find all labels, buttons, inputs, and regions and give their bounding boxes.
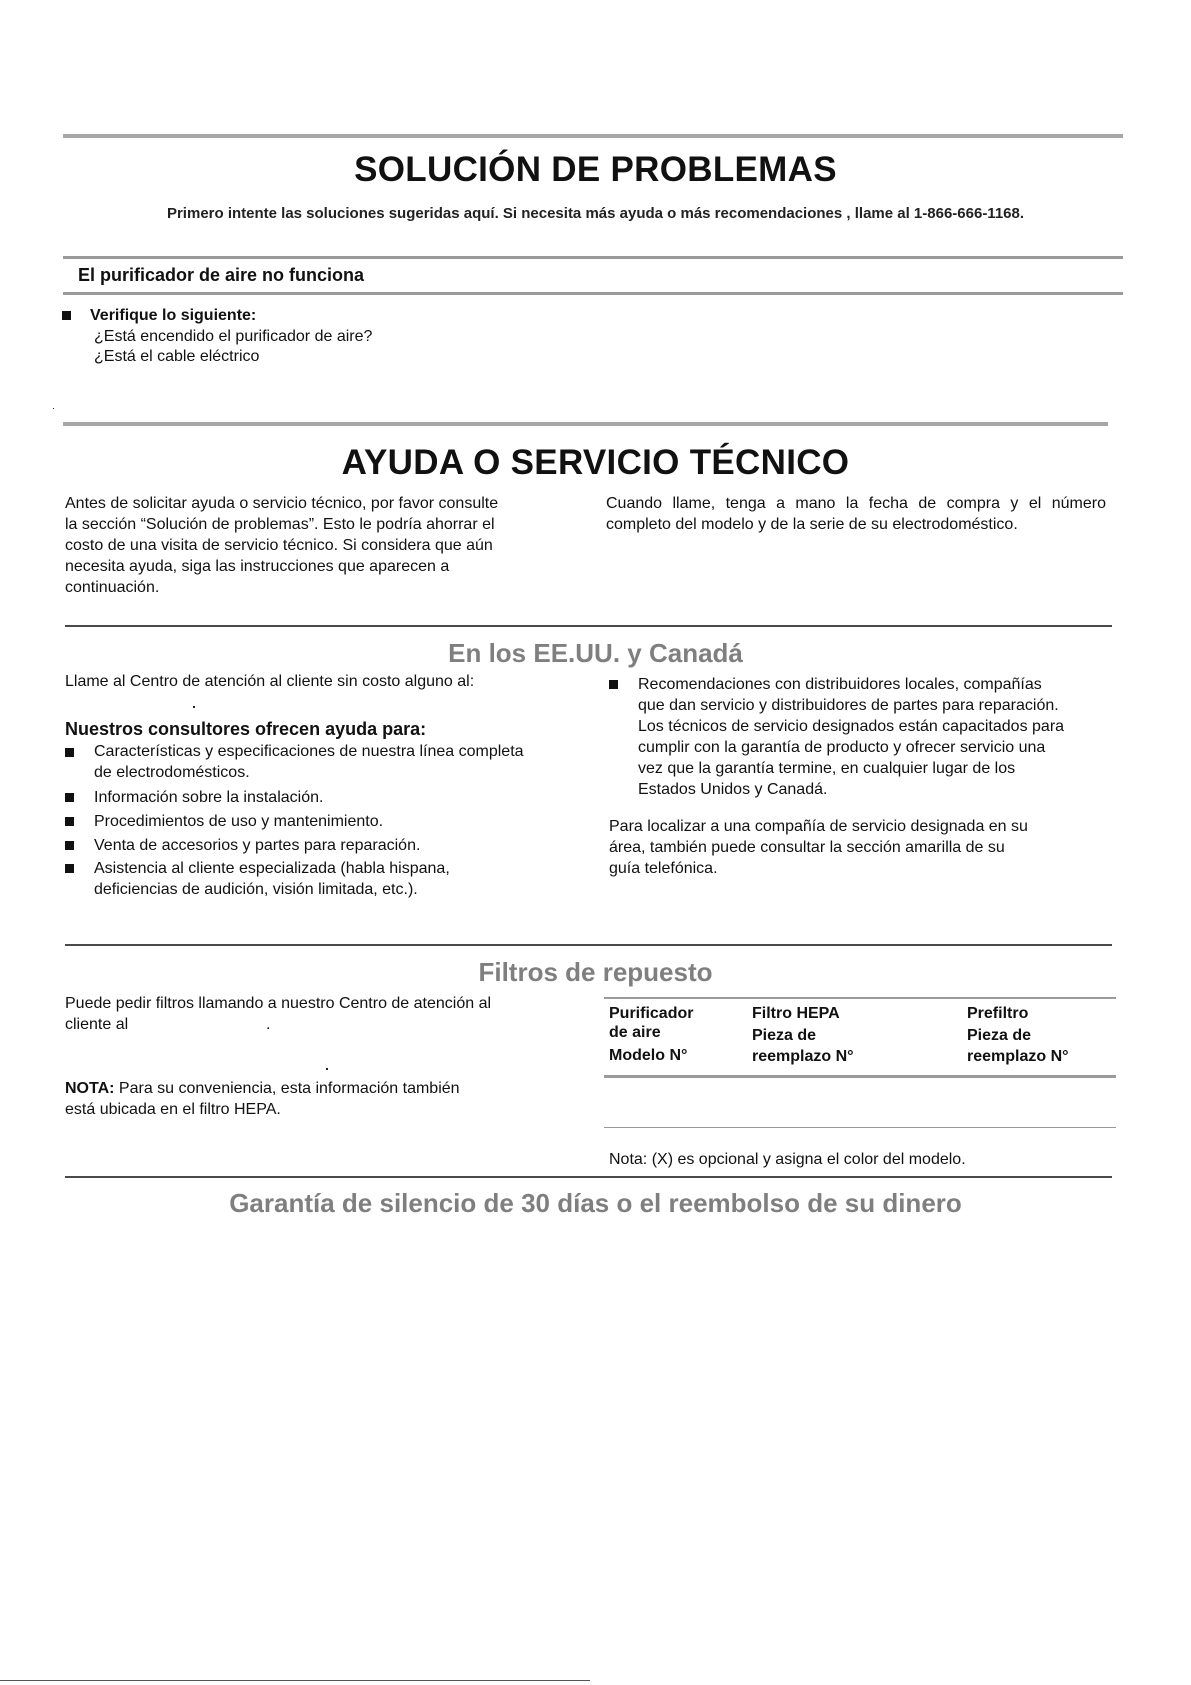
guarantee-title: Garantía de silencio de 30 días o el reembolso de su dinero: [229, 1188, 962, 1218]
recommendations-line: Estados Unidos y Canadá.: [638, 781, 828, 798]
order-period: .: [266, 1016, 271, 1033]
recommendations-line: vez que la garantía termine, en cualquier lugar de los: [638, 760, 1016, 777]
filters-rule: [65, 944, 1112, 946]
service-right-line: Cuando llame, tenga a mano la fecha de compra y el número: [606, 495, 1106, 512]
recommendations-line: Recomendaciones con distribuidores locales, compañías: [638, 676, 1042, 693]
consultant-bullet: [65, 841, 74, 850]
table-note: Nota: (X) es opcional y asigna el color del modelo.: [609, 1151, 966, 1168]
check-item: ¿Está encendido el purificador de aire?: [94, 328, 373, 345]
recommendations-line: cumplir con la garantía de producto y ofrecer servicio una: [638, 739, 1046, 756]
service-left-line: Antes de solicitar ayuda o servicio técnico, por favor consulte: [65, 495, 499, 512]
service-left-line: continuación.: [65, 579, 160, 596]
locate-line: área, también puede consultar la sección amarilla de su: [609, 839, 1005, 856]
locate-line: guía telefónica.: [609, 860, 718, 877]
consultant-bullet: [65, 817, 74, 826]
filter-note-text: Para su conveniencia, esta información también: [114, 1080, 460, 1097]
troubleshooting-title: SOLUCIÓN DE PROBLEMAS: [354, 150, 837, 189]
service-left-line: costo de una visita de servicio técnico. Si considera que aún: [65, 537, 493, 554]
check-item: ¿Está el cable eléctrico: [94, 348, 260, 365]
service-title: AYUDA O SERVICIO TÉCNICO: [341, 443, 850, 482]
table-bottom-rule: [604, 1127, 1116, 1128]
recommendations-line: que dan servicio y distribuidores de partes para reparación.: [638, 697, 1059, 714]
locate-line: Para localizar a una compañía de servicio designada en su: [609, 818, 1028, 835]
check-label: Verifique lo siguiente:: [90, 307, 257, 324]
service-rule: [63, 422, 1108, 426]
consultant-bullet: [65, 793, 74, 802]
col-header-prefilter: reemplazo N°: [967, 1048, 1069, 1065]
filters-title: Filtros de repuesto: [478, 957, 713, 987]
table-top-rule: [604, 997, 1116, 999]
col-header-hepa: Filtro HEPA: [752, 1005, 840, 1022]
col-header-hepa: Pieza de: [752, 1027, 817, 1044]
problem-rule-bottom: [63, 292, 1123, 295]
service-right-line: completo del modelo y de la serie de su electrodoméstico.: [606, 516, 1018, 533]
consultant-item: Procedimientos de uso y mantenimiento.: [94, 813, 384, 830]
col-header-prefilter: Prefiltro: [967, 1005, 1029, 1022]
recommendations-bullet: [609, 680, 618, 689]
service-left-line: necesita ayuda, siga las instrucciones que aparecen a: [65, 558, 450, 575]
consultant-item: Asistencia al cliente especializada (habla hispana,: [94, 860, 450, 877]
filter-note: [65, 1078, 460, 1099]
table-header-rule: [604, 1075, 1116, 1078]
guarantee-rule: [65, 1176, 1112, 1178]
top-rule: [63, 134, 1123, 138]
col-header-prefilter: Pieza de: [967, 1027, 1032, 1044]
us-canada-rule: [65, 625, 1112, 627]
us-canada-title: En los EE.UU. y Canadá: [448, 638, 743, 668]
consultant-item: Información sobre la instalación.: [94, 789, 324, 806]
placeholder-mark: [326, 1068, 328, 1070]
col-header-model: Purificador: [609, 1005, 694, 1022]
consultant-item: Características y especificaciones de nuestra línea completa: [94, 743, 524, 760]
filter-note-label: NOTA:: [65, 1080, 115, 1097]
phone-placeholder-mark: [193, 706, 195, 708]
col-header-model: de aire: [609, 1024, 661, 1041]
consultant-item: deficiencias de audición, visión limitada, etc.).: [94, 881, 418, 898]
order-line: Puede pedir filtros llamando a nuestro Centro de atención al: [65, 995, 492, 1012]
bottom-edge-line: [0, 1680, 590, 1681]
troubleshooting-intro: Primero intente las soluciones sugeridas aquí. Si necesita más ayuda o más recomendaciones , llame al 1-866-666-1168.: [166, 205, 1025, 222]
consultant-bullet: [65, 748, 74, 757]
check-bullet: [62, 311, 71, 320]
stray-mark: [53, 408, 54, 409]
filter-note-line2: está ubicada en el filtro HEPA.: [65, 1101, 281, 1118]
problem-heading: El purificador de aire no funciona: [78, 265, 365, 285]
consultant-bullet: [65, 864, 74, 873]
call-text: Llame al Centro de atención al cliente sin costo alguno al:: [65, 673, 475, 690]
col-header-hepa: reemplazo N°: [752, 1048, 854, 1065]
recommendations-line: Los técnicos de servicio designados están capacitados para: [638, 718, 1065, 735]
consultants-heading: Nuestros consultores ofrecen ayuda para:: [65, 719, 427, 739]
consultant-item: Venta de accesorios y partes para reparación.: [94, 837, 421, 854]
col-header-model: Modelo N°: [609, 1047, 688, 1064]
order-line: cliente al: [65, 1016, 129, 1033]
service-left-line: la sección “Solución de problemas”. Esto le podría ahorrar el: [65, 516, 495, 533]
problem-rule-top: [63, 256, 1123, 259]
consultant-item: de electrodomésticos.: [94, 764, 250, 781]
